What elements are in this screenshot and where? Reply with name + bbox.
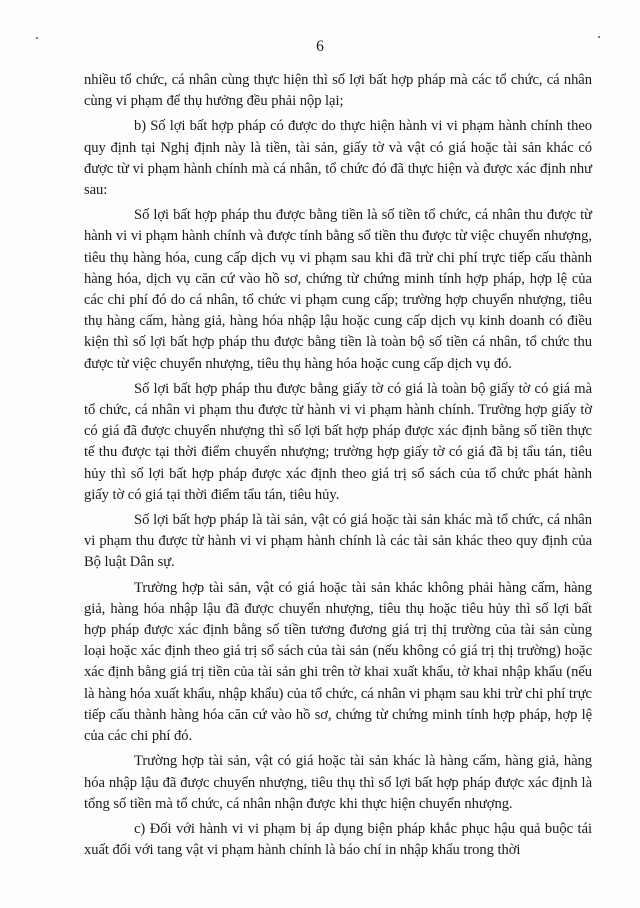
paragraph: Số lợi bất hợp pháp thu được bằng giấy tờ có giá là toàn bộ giấy tờ có giá mà tổ chức, cá nhân vi phạm thu được từ hành vi vi phạm hành chính. Trường hợp giấy tờ có giá đã được chuyển nhượng thì số lợi bất hợp pháp được xác định bằng số tiền thực tế thu được tại thời điểm chuyển nhượng; trường hợp giấy tờ có giá đã bị tẩu tán, tiêu hủy thì số lợi bất hợp pháp được xác định theo giá trị sổ sách của tổ chức phát hành giấy tờ có giá tại thời điểm tẩu tán, tiêu hủy. — [84, 380, 592, 503]
paragraph: c) Đối với hành vi vi phạm bị áp dụng biện pháp khắc phục hậu quả buộc tái xuất đối với tang vật vi phạm hành chính là báo chí in nhập khẩu trong thời — [84, 820, 592, 859]
paragraph: Trường hợp tài sản, vật có giá hoặc tài sản khác không phải hàng cấm, hàng giả, hàng hóa nhập lậu đã được chuyển nhượng, tiêu thụ hoặc tiêu hủy thì số lợi bất hợp pháp được xác định bằng số tiền tương đương giá trị thị trường của tài sản cùng loại hoặc xác định theo giá trị sổ sách của tài sản (nếu không có giá trị thị trường) hoặc xác định bằng giá trị tiền của tài sản ghi trên tờ khai xuất khẩu, tờ khai nhập khẩu (nếu là hàng hóa xuất khẩu, nhập khẩu) của tổ chức, cá nhân vi phạm sau khi trừ chi phí trực tiếp cấu thành hàng hóa căn cứ vào hồ sơ, chứng từ chứng minh tính hợp pháp, hợp lệ của các chi phí đó. — [84, 579, 592, 745]
document-body — [84, 70, 592, 865]
page-number: 6 — [316, 38, 324, 55]
paragraph: Số lợi bất hợp pháp là tài sản, vật có giá hoặc tài sản khác mà tổ chức, cá nhân vi phạm thu được từ hành vi vi phạm hành chính là các tài sản khác theo quy định của Bộ luật Dân sự. — [84, 512, 592, 571]
paragraph: Trường hợp tài sản, vật có giá hoặc tài sản khác là hàng cấm, hàng giả, hàng hóa nhập lậu đã được chuyển nhượng, tiêu thụ thì số lợi bất hợp pháp được xác định là tổng số tiền mà tổ chức, cá nhân nhận được khi thực hiện chuyển nhượng. — [84, 753, 592, 812]
paragraph: nhiều tổ chức, cá nhân cùng thực hiện thì số lợi bất hợp pháp mà các tổ chức, cá nhân cùng vi phạm để thụ hưởng đều phải nộp lại; — [84, 72, 592, 110]
paragraph: Số lợi bất hợp pháp thu được bằng tiền là số tiền tổ chức, cá nhân thu được từ hành vi vi phạm hành chính và được tính bằng số tiền thu được từ việc chuyển nhượng, tiêu thụ hàng hóa, cung cấp dịch vụ vi phạm sau khi đã trừ chi phí trực tiếp cấu thành hàng hóa, dịch vụ căn cứ vào hồ sơ, chứng từ chứng minh tính hợp pháp, hợp lệ của các chi phí đó do cá nhân, tổ chức vi phạm cung cấp; trường hợp chuyển nhượng, tiêu thụ hàng cấm, hàng giả, hàng hóa nhập lậu hoặc cung cấp dịch vụ kinh doanh có điều kiện thì số lợi bất hợp pháp thu được bằng tiền là toàn bộ số tiền cá nhân, tổ chức thu được từ việc chuyển nhượng, tiêu thụ hàng hóa hoặc cung cấp dịch vụ đó. — [84, 207, 592, 372]
paragraph: b) Số lợi bất hợp pháp có được do thực hiện hành vi vi phạm hành chính theo quy định tại Nghị định này là tiền, tài sản, giấy tờ và vật có giá hoặc tài sản khác có được từ vi phạm hành chính mà cá nhân, tổ chức đó đã thực hiện và được xác định như sau: — [84, 118, 592, 199]
